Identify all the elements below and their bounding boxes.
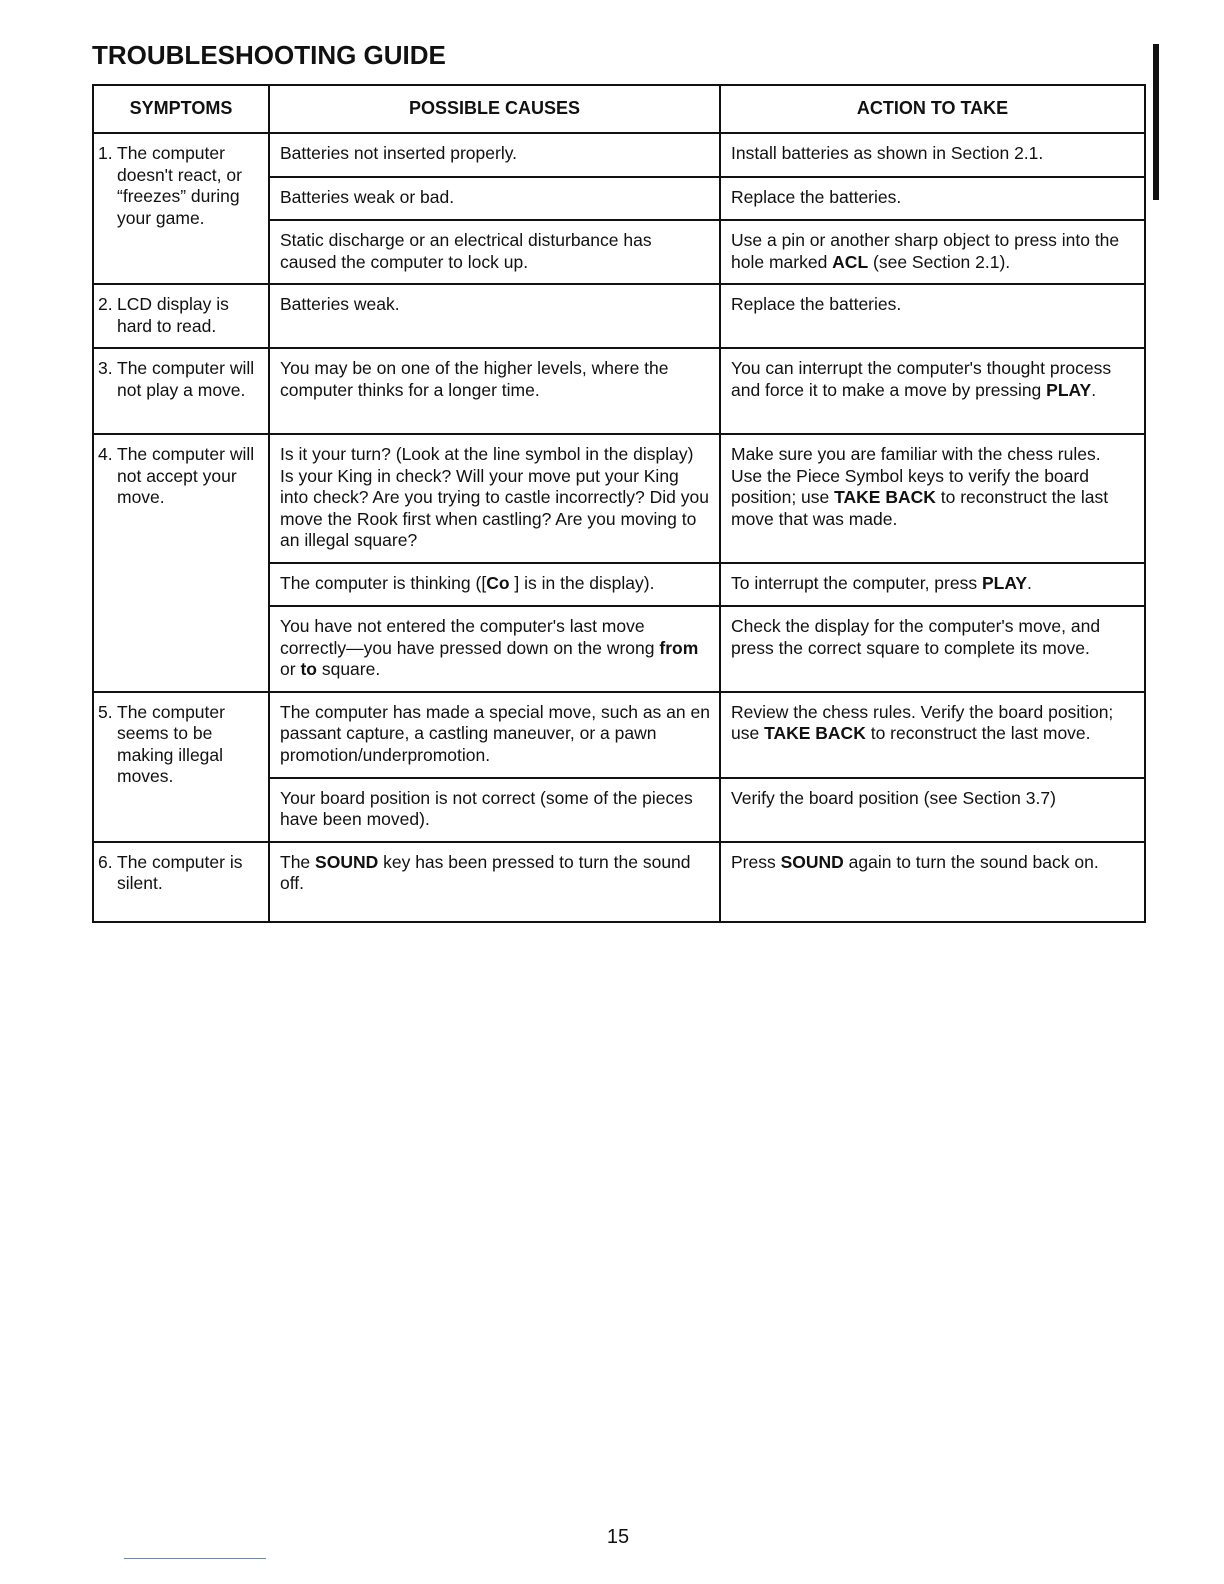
symptom-cell	[93, 842, 269, 922]
symptom-cell	[93, 133, 269, 284]
cause-cell: Is it your turn? (Look at the line symbol in the display) Is your King in check? Will your move put your King into check? Are you trying to castle incorrectly? Did you move the Rook first when castling? Are you moving to an illegal square?	[269, 434, 720, 563]
symptom-number: 3.	[98, 358, 113, 378]
action-cell: Verify the board position (see Section 3.7)	[720, 778, 1145, 842]
cause-cell: The SOUND key has been pressed to turn the sound off.	[269, 842, 720, 922]
action-cell: Check the display for the computer's move, and press the correct square to complete its move.	[720, 606, 1145, 692]
troubleshooting-table	[92, 84, 1146, 923]
symptom-cell	[93, 692, 269, 842]
symptom-text: The computer is silent.	[117, 851, 243, 893]
symptom-cell	[93, 284, 269, 348]
action-cell: Replace the batteries.	[720, 284, 1145, 348]
symptom-cell	[93, 348, 269, 434]
table-row	[93, 434, 1145, 563]
table-row	[93, 842, 1145, 922]
symptom-text: The computer doesn't react, or “freezes” during your game.	[117, 143, 242, 228]
action-cell: You can interrupt the computer's thought process and force it to make a move by pressing PLAY.	[720, 348, 1145, 434]
action-cell: Replace the batteries.	[720, 177, 1145, 220]
cause-cell: The computer has made a special move, such as an en passant capture, a castling maneuver, or a pawn promotion/underpromotion.	[269, 692, 720, 778]
symptom-number: 6.	[98, 851, 113, 872]
cause-cell: Static discharge or an electrical disturbance has caused the computer to lock up.	[269, 220, 720, 284]
footer-rule	[124, 1558, 266, 1559]
margin-bar	[1153, 44, 1159, 200]
table-header-row	[93, 85, 1145, 133]
action-cell: Make sure you are familiar with the chess rules. Use the Piece Symbol keys to verify the board position; use TAKE BACK to reconstruct the last move that was made.	[720, 434, 1145, 563]
symptom-text: The computer seems to be making illegal moves.	[117, 701, 225, 786]
action-cell: Install batteries as shown in Section 2.1.	[720, 133, 1145, 177]
symptom-number: 5.	[98, 701, 113, 722]
cause-cell: You may be on one of the higher levels, where the computer thinks for a longer time.	[269, 348, 720, 434]
action-cell: To interrupt the computer, press PLAY.	[720, 563, 1145, 606]
table-row	[93, 133, 1145, 177]
action-cell: Review the chess rules. Verify the board position; use TAKE BACK to reconstruct the last move.	[720, 692, 1145, 778]
cause-cell: Batteries not inserted properly.	[269, 133, 720, 177]
header-symptoms: SYMPTOMS	[93, 85, 269, 133]
cause-cell: Batteries weak or bad.	[269, 177, 720, 220]
table-row	[93, 284, 1145, 348]
cause-cell: Your board position is not correct (some of the pieces have been moved).	[269, 778, 720, 842]
symptom-number: 4.	[98, 444, 113, 464]
symptom-cell	[93, 434, 269, 692]
cause-cell: Batteries weak.	[269, 284, 720, 348]
symptom-text: The computer will not play a move.	[117, 358, 255, 400]
cause-cell: The computer is thinking ([Co ] is in the display).	[269, 563, 720, 606]
header-action-to-take: ACTION TO TAKE	[720, 85, 1145, 133]
table-row	[93, 692, 1145, 778]
page-title: TROUBLESHOOTING GUIDE	[92, 40, 446, 70]
symptom-text: LCD display is hard to read.	[117, 294, 229, 336]
symptom-text: The computer will not accept your move.	[117, 444, 255, 507]
action-cell: Use a pin or another sharp object to press into the hole marked ACL (see Section 2.1).	[720, 220, 1145, 284]
action-cell: Press SOUND again to turn the sound back on.	[720, 842, 1145, 922]
symptom-number: 1.	[98, 143, 113, 163]
page-number: 15	[606, 1526, 630, 1548]
header-possible-causes: POSSIBLE CAUSES	[269, 85, 720, 133]
symptom-number: 2.	[98, 294, 113, 314]
table-row	[93, 348, 1145, 434]
cause-cell: You have not entered the computer's last move correctly—you have pressed down on the wrong from or to square.	[269, 606, 720, 692]
